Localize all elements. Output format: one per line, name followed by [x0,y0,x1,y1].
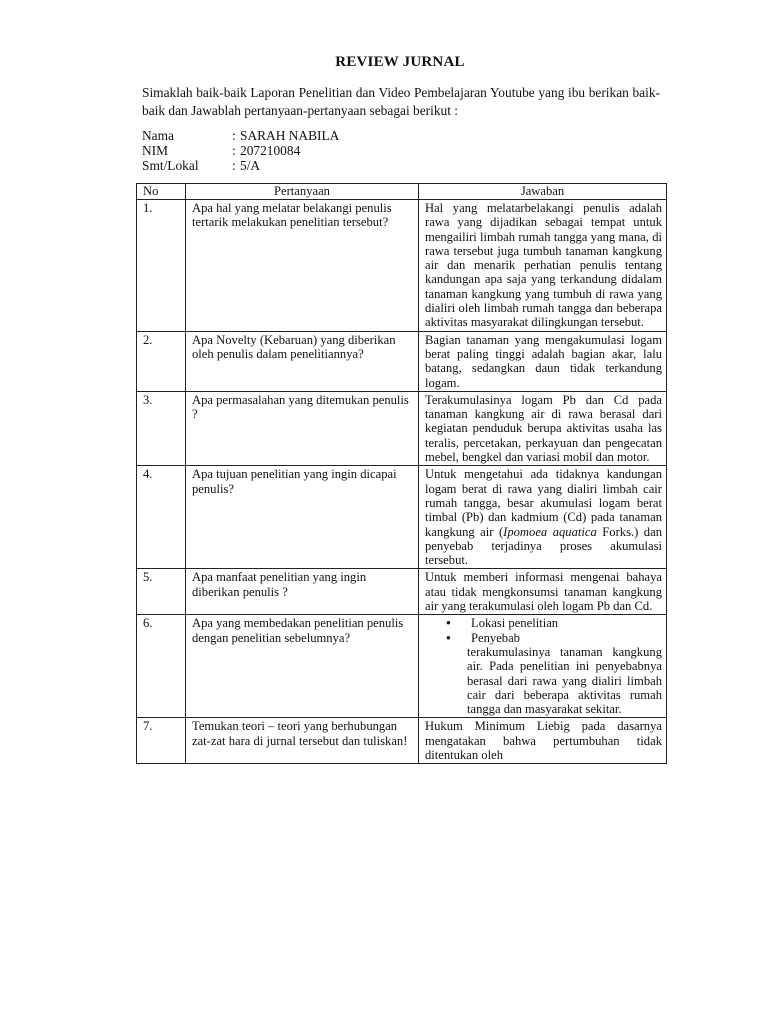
table-row [137,200,667,332]
row-question: Apa hal yang melatar belakangi penulis tertarik melakukan penelitian tersebut? [186,200,419,332]
row-question: Apa Novelty (Kebaruan) yang diberikan oleh penulis dalam penelitiannya? [186,331,419,391]
table-row [137,569,667,615]
row-number: 7. [137,718,186,764]
row-number: 3. [137,391,186,465]
identity-value: SARAH NABILA [240,128,340,143]
table-row [137,331,667,391]
identity-value: 5/A [240,158,261,173]
identity-colon: : [232,128,236,143]
identity-colon: : [232,158,236,173]
row-answer [419,615,667,718]
bullet-list [425,616,662,645]
identity-row-smt [142,158,339,173]
identity-label: NIM [142,143,169,158]
answer-text: Forks.) dan penyebab terjadinya proses akumulasi tersebut. [425,524,662,568]
identity-label: Smt/Lokal [142,158,199,173]
row-number: 5. [137,569,186,615]
header-no: No [137,184,186,200]
row-number: 1. [137,200,186,332]
table-row [137,466,667,569]
row-number: 6. [137,615,186,718]
row-number: 2. [137,331,186,391]
table-row [137,718,667,764]
identity-value: 207210084 [240,143,301,158]
row-number: 4. [137,466,186,569]
table-header-row [137,184,667,200]
header-answer: Jawaban [419,184,667,200]
identity-colon: : [232,143,236,158]
row-answer: Untuk memberi informasi mengenai bahaya atau tidak mengkonsumsi tanaman kangkung air yang terakumulasi oleh logam Pb dan Cd. [419,569,667,615]
species-name: Ipomoea aquatica [503,524,597,539]
row-answer: Terakumulasinya logam Pb dan Cd pada tanaman kangkung air di rawa berasal dari kegiatan penduduk berupa aktivitas usaha las teralis, percetakan, perkayuan dan pengecatan mebel, bengkel dan variasi mobil dan motor. [419,391,667,465]
row-answer: Hal yang melatarbelakangi penulis adalah rawa yang dijadikan sebagai tempat untuk mengailiri limbah rumah tangga yang mana, di rawa tersebut juga tumbuh tanaman kangkung air dan menarik perhatian penulis tentang kandungan apa saja yang terkandung didalam tanaman kangkung yang tumbuh di rawa yang dialiri oleh limbah rumah tangga dan beberapa aktivitas masyarakat dilingkungan tersebut. [419,200,667,332]
row-question: Apa tujuan penelitian yang ingin dicapai penulis? [186,466,419,569]
identity-label: Nama [142,128,174,143]
row-question: Apa manfaat penelitian yang ingin diberikan penulis ? [186,569,419,615]
row-question: Apa yang membedakan penelitian penulis dengan penelitian sebelumnya? [186,615,419,718]
row-answer [419,466,667,569]
row-answer: Bagian tanaman yang mengakumulasi logam berat paling tinggi adalah bagian akar, lalu batang, sedangkan daun tidak terkandung logam. [419,331,667,391]
bullet-continuation: terakumulasinya tanaman kangkung air. Pada penelitian ini penyebabnya berasal dari rawa yang dialiri limbah cair dari beberapa aktivitas rumah tangga dan masyarakat sekitar. [467,644,662,717]
bullet-item: ● Lokasi penelitian [425,616,662,630]
row-answer: Hukum Minimum Liebig pada dasarnya mengatakan bahwa pertumbuhan tidak ditentukan oleh [419,718,667,764]
identity-row-nama [142,128,339,143]
table-row [137,391,667,465]
identity-block [142,128,339,173]
header-question: Pertanyaan [186,184,419,200]
answer-text: Untuk mengetahui ada tidaknya kandungan logam berat di rawa yang dialiri limbah cair rumah tangga, besar akumulasi logam berat timbal (Pb) dan kadmium (Cd) pada tanaman kangkung air ( [425,467,662,539]
row-question: Temukan teori – teori yang berhubungan zat-zat hara di jurnal tersebut dan tuliskan! [186,718,419,764]
row-question: Apa permasalahan yang ditemukan penulis ? [186,391,419,465]
table-row [137,615,667,718]
document-title: REVIEW JURNAL [335,54,465,70]
identity-row-nim [142,143,339,158]
intro-paragraph: Simaklah baik-baik Laporan Penelitian dan Video Pembelajaran Youtube yang ibu berikan baik-baik dan Jawablah pertanyaan-pertanyaan sebagai berikut : [142,85,660,118]
review-table [136,183,667,764]
bullet-item: ● Penyebab [425,631,662,645]
